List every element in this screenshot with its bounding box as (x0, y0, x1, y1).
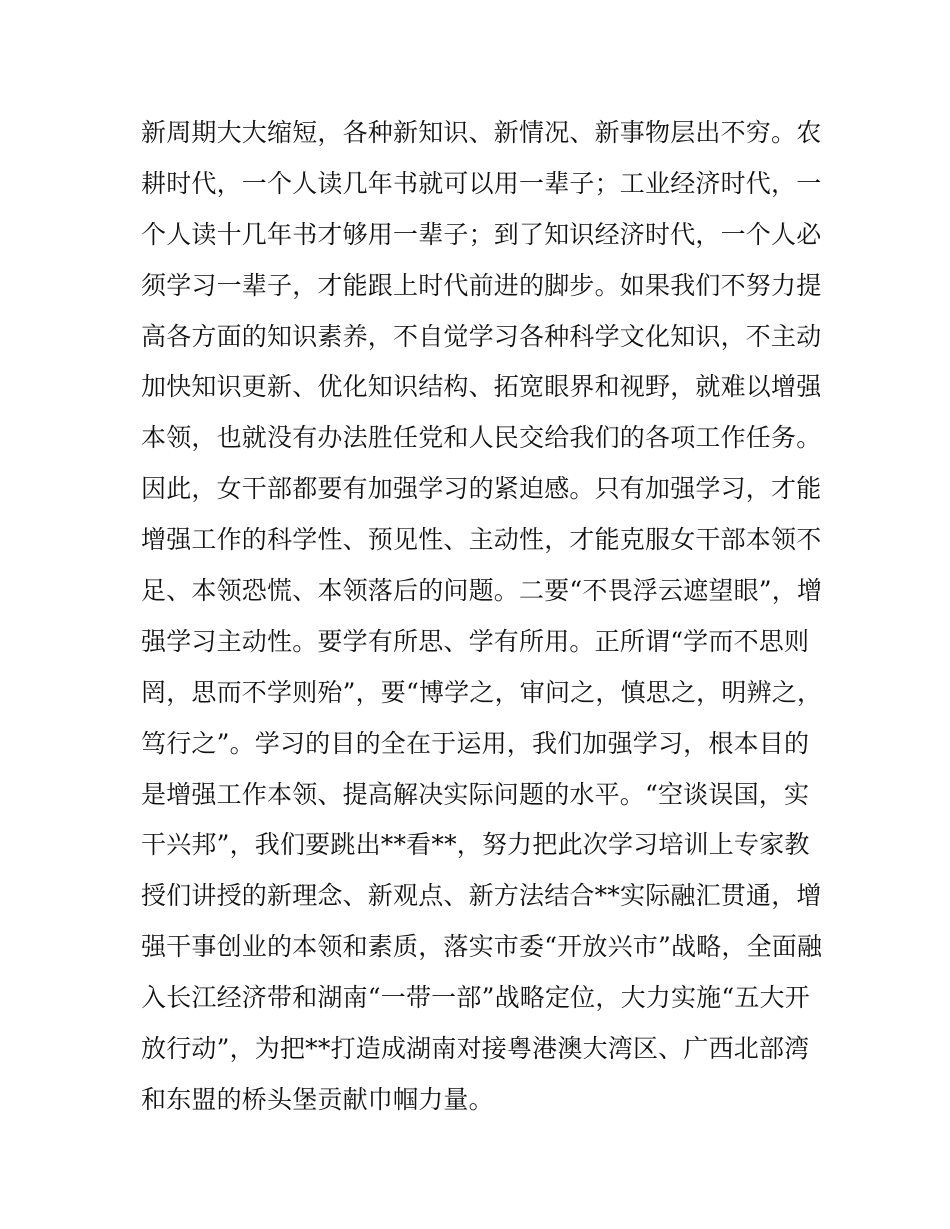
text-line: 高各方面的知识素养，不自觉学习各种科学文化知识，不主动 (141, 321, 822, 351)
text-line: 加快知识更新、优化知识结构、拓宽眼界和视野，就难以增强 (141, 372, 822, 402)
text-line: 干兴邦”，我们要跳出**看**，努力把此次学习培训上专家教 (141, 830, 810, 860)
text-line: 强学习主动性。要学有所思、学有所用。正所谓“学而不思则 (141, 626, 810, 656)
text-line: 强干事创业的本领和素质，落实市委“开放兴市”战略，全面融 (141, 932, 823, 962)
text-line: 笃行之”。学习的目的全在于运用，我们加强学习，根本目的 (141, 728, 810, 758)
body-paragraph (141, 108, 821, 1126)
text-line: 罔，思而不学则殆”，要“博学之，审问之，慎思之，明辨之， (141, 677, 823, 707)
text-line: 是增强工作本领、提高解决实际问题的水平。“空谈误国，实 (141, 779, 810, 809)
text-line: 须学习一辈子，才能跟上时代前进的脚步。如果我们不努力提 (141, 270, 822, 300)
text-line: 耕时代，一个人读几年书就可以用一辈子；工业经济时代，一 (141, 168, 822, 198)
text-line: 和东盟的桥头堡贡献巾帼力量。 (141, 1084, 494, 1114)
text-line: 因此，女干部都要有加强学习的紧迫感。只有加强学习，才能 (141, 474, 822, 504)
text-line: 放行动”，为把**打造成湖南对接粤港澳大湾区、广西北部湾 (141, 1034, 810, 1064)
text-line: 足、本领恐慌、本领落后的问题。二要“不畏浮云遮望眼”，增 (141, 576, 823, 606)
text-line: 入长江经济带和湖南“一带一部”战略定位，大力实施“五大开 (141, 983, 810, 1013)
text-line: 授们讲授的新理念、新观点、新方法结合**实际融汇贯通，增 (141, 881, 822, 911)
text-line: 增强工作的科学性、预见性、主动性，才能克服女干部本领不 (141, 525, 822, 555)
text-line: 本领，也就没有办法胜任党和人民交给我们的各项工作任务。 (141, 423, 822, 453)
text-line: 个人读十几年书才够用一辈子；到了知识经济时代，一个人必 (141, 219, 822, 249)
text-line: 新周期大大缩短，各种新知识、新情况、新事物层出不穷。农 (141, 118, 822, 147)
